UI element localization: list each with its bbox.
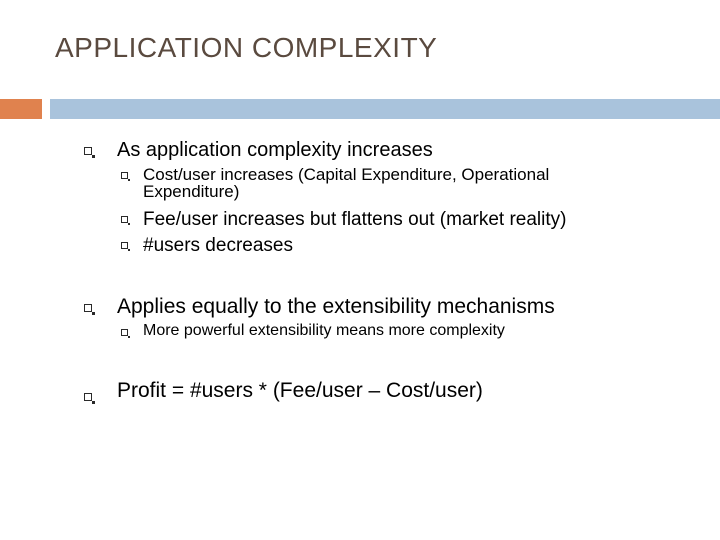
bullet-icon: [84, 147, 92, 155]
subpoint-1-1-line1: Cost/user increases (Capital Expenditure, Operational: [143, 165, 550, 184]
bullet-icon: [121, 172, 128, 179]
slide-title: APPLICATION COMPLEXITY: [55, 32, 438, 63]
subpoint-1-3: #users decreases: [143, 235, 293, 256]
bullet-icon: [121, 216, 128, 223]
subpoint-1-1: [143, 166, 549, 200]
bullet-icon: [84, 393, 92, 401]
bullet-point-3: Profit = #users * (Fee/user – Cost/user): [117, 379, 483, 402]
accent-bar: [0, 99, 42, 119]
header-bar: [50, 99, 720, 119]
bullet-point-1: As application complexity increases: [117, 139, 433, 161]
subpoint-1-1-line2: Expenditure): [143, 182, 240, 201]
bullet-icon: [84, 304, 92, 312]
bullet-icon: [121, 329, 128, 336]
subpoint-1-2: Fee/user increases but flattens out (market reality): [143, 209, 567, 230]
subpoint-2-1: More powerful extensibility means more complexity: [143, 322, 505, 339]
bullet-icon: [121, 242, 128, 249]
bullet-point-2: Applies equally to the extensibility mechanisms: [117, 295, 555, 318]
